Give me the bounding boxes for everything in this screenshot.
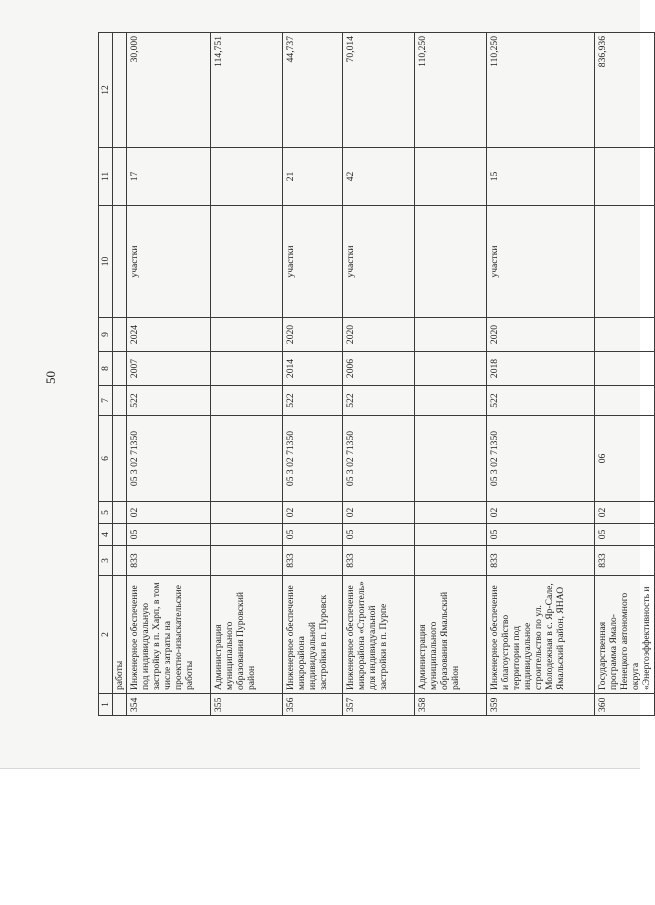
cell-col4: 05 (487, 524, 595, 546)
table-container (98, 33, 653, 716)
cell-col12: 30,000 (127, 33, 211, 148)
cell-col9: 2020 (343, 318, 415, 352)
continuation-row (113, 33, 127, 716)
cell-col12: 114,751 (211, 33, 283, 148)
table-row (283, 33, 343, 716)
cell-col6: 05 3 02 71350 (487, 416, 595, 502)
cell-col6 (415, 416, 487, 502)
cell-col11 (211, 148, 283, 206)
cell-col6: 05 3 02 71350 (127, 416, 211, 502)
cell-col4: 05 (595, 524, 655, 546)
cell-col5 (211, 502, 283, 524)
cell-col10: участки (283, 206, 343, 318)
cell-col3 (415, 546, 487, 576)
header-cell: 4 (99, 524, 113, 546)
cell-col4: 05 (283, 524, 343, 546)
cell-col6: 06 (595, 416, 655, 502)
cell-col10: участки (127, 206, 211, 318)
row-name: Инженерное обеспечение микрорайона индивидуальной застройки в п. Пуровск (283, 576, 343, 694)
cell-col12: 44,737 (283, 33, 343, 148)
cell-col5 (415, 502, 487, 524)
row-number: 360 (595, 694, 655, 716)
header-cell: 5 (99, 502, 113, 524)
cell-col4: 05 (127, 524, 211, 546)
cell-col8: 2006 (343, 352, 415, 386)
cell-col8 (211, 352, 283, 386)
row-name: Администрация муниципального образования Ямальский район (415, 576, 487, 694)
row-name: Администрация муниципального образования Пуровский район (211, 576, 283, 694)
cell-col7: 522 (127, 386, 211, 416)
cell-col9: 2024 (127, 318, 211, 352)
cell-col4: 05 (343, 524, 415, 546)
cell-col9 (211, 318, 283, 352)
cell-col10 (211, 206, 283, 318)
row-name: Инженерное обеспечение микрорайона «Строитель» для индивидуальной застройки в п. Пурпе (343, 576, 415, 694)
header-row (99, 33, 113, 716)
cell-col3: 833 (487, 546, 595, 576)
cell-col12: 110,250 (415, 33, 487, 148)
header-cell: 10 (99, 206, 113, 318)
cell-col11 (595, 148, 655, 206)
cell-col11: 15 (487, 148, 595, 206)
cell-col5: 02 (595, 502, 655, 524)
cell-col12: 70,014 (343, 33, 415, 148)
row-number: 358 (415, 694, 487, 716)
row-number: 355 (211, 694, 283, 716)
cell-col9: 2020 (487, 318, 595, 352)
cell-col10: участки (487, 206, 595, 318)
header-cell: 1 (99, 694, 113, 716)
cell-col7 (595, 386, 655, 416)
header-cell: 6 (99, 416, 113, 502)
cell-col10: участки (343, 206, 415, 318)
continuation-text: работы (113, 576, 127, 694)
header-cell: 11 (99, 148, 113, 206)
cell-col10 (415, 206, 487, 318)
cell-col12: 836,936 (595, 33, 655, 148)
header-cell: 9 (99, 318, 113, 352)
header-cell: 2 (99, 576, 113, 694)
row-number: 359 (487, 694, 595, 716)
rotated-table-area (98, 33, 653, 716)
table-row (595, 33, 655, 716)
header-cell: 3 (99, 546, 113, 576)
cell-col9 (415, 318, 487, 352)
cell-col6: 05 3 02 71350 (343, 416, 415, 502)
cell-col3: 833 (343, 546, 415, 576)
cell-col10 (595, 206, 655, 318)
cell-col5: 02 (127, 502, 211, 524)
cell-col9 (595, 318, 655, 352)
cell-col8: 2007 (127, 352, 211, 386)
cell-col5: 02 (283, 502, 343, 524)
cell-col3: 833 (595, 546, 655, 576)
table-row (211, 33, 283, 716)
cell-col4 (415, 524, 487, 546)
cell-col4 (211, 524, 283, 546)
cell-col11: 42 (343, 148, 415, 206)
row-number: 357 (343, 694, 415, 716)
table-row (415, 33, 487, 716)
cell-col5: 02 (343, 502, 415, 524)
cell-col7: 522 (487, 386, 595, 416)
cell-col12: 110,250 (487, 33, 595, 148)
cell-col11 (415, 148, 487, 206)
row-name: Инженерное обеспечение и благоустройство территории под индивидуальное строительство по ул. Молодежная в с. Яр-Сале, Ямальский район, ЯНАО (487, 576, 595, 694)
cell-col3 (211, 546, 283, 576)
cell-col3: 833 (127, 546, 211, 576)
header-cell: 8 (99, 352, 113, 386)
row-name: Государственная программа Ямало-Ненецкого автономного округа «Энергоэффективность и (595, 576, 655, 694)
cell-col7: 522 (343, 386, 415, 416)
cell-col6 (211, 416, 283, 502)
cell-col8 (595, 352, 655, 386)
table-row (127, 33, 211, 716)
cell-col7 (211, 386, 283, 416)
cell-col8: 2018 (487, 352, 595, 386)
row-number: 354 (127, 694, 211, 716)
cell-col8 (415, 352, 487, 386)
table-row (343, 33, 415, 716)
data-table (98, 32, 655, 716)
cell-col5: 02 (487, 502, 595, 524)
table-row (487, 33, 595, 716)
cell-col8: 2014 (283, 352, 343, 386)
row-name: Инженерное обеспечение под индивидуальную застройку в п. Харп, в том числе затраты на проектно-изыскательские работы (127, 576, 211, 694)
cell-col9: 2020 (283, 318, 343, 352)
page-number: 50 (43, 371, 58, 385)
cell-col11: 17 (127, 148, 211, 206)
cell-col3: 833 (283, 546, 343, 576)
cell-col11: 21 (283, 148, 343, 206)
cell-col7 (415, 386, 487, 416)
cell-col7: 522 (283, 386, 343, 416)
header-cell: 12 (99, 33, 113, 148)
row-number: 356 (283, 694, 343, 716)
cell-col6: 05 3 02 71350 (283, 416, 343, 502)
header-cell: 7 (99, 386, 113, 416)
